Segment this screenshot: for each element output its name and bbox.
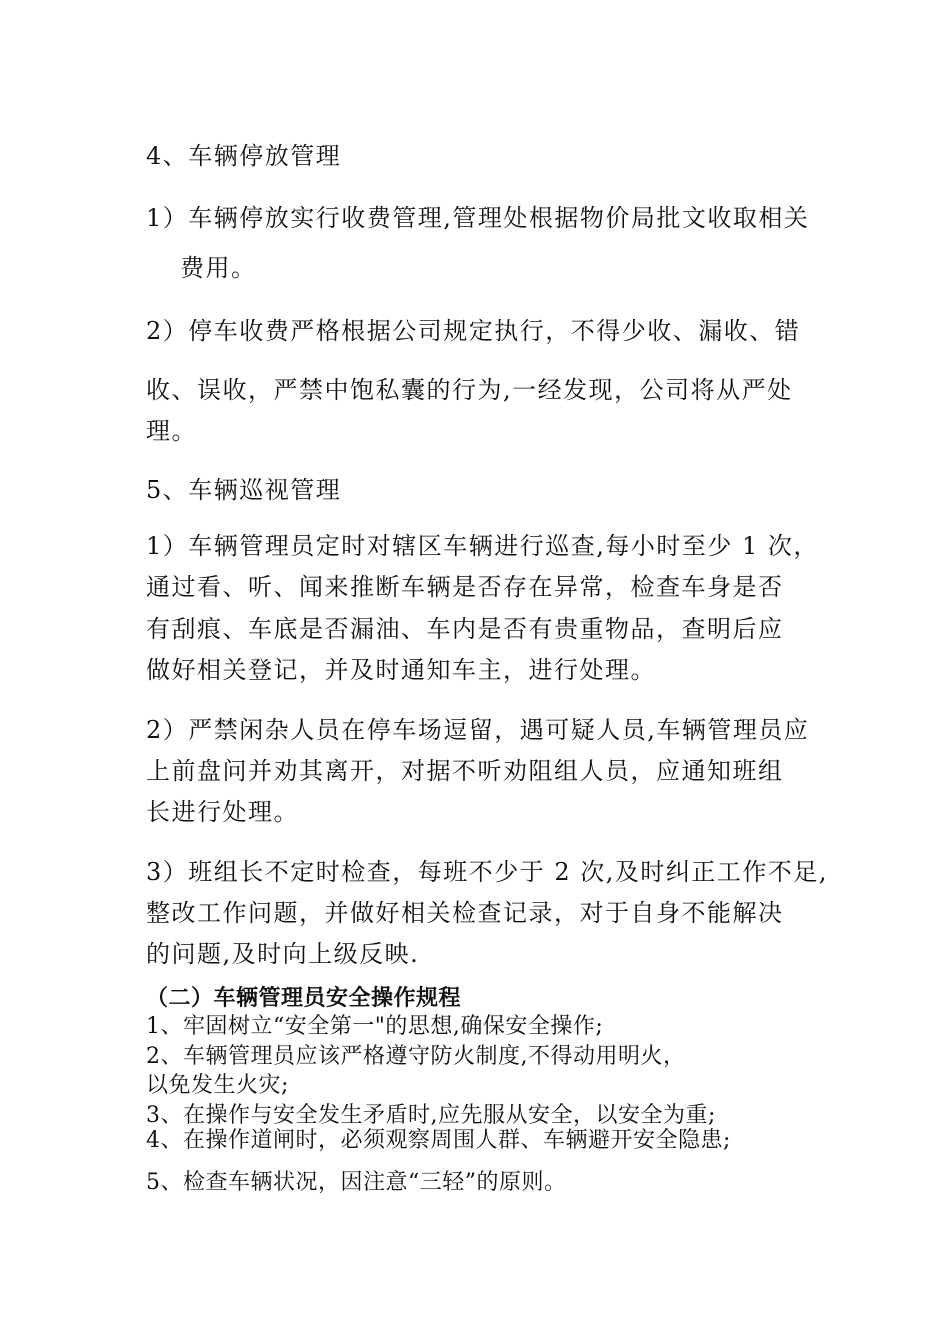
rule-item: 4、在操作道闸时，必须观察周围人群、车辆避开安全隐患; <box>146 1128 731 1153</box>
paragraph-line: 2）严禁闲杂人员在停车场逗留，遇可疑人员,车辆管理员应 <box>146 716 810 744</box>
rule-item: 1、牢固树立“安全第一"的思想,确保安全操作; <box>146 1014 604 1039</box>
rule-item: 以免发生火灾; <box>146 1073 289 1098</box>
paragraph-line: 做好相关登记，并及时通知车主，进行处理。 <box>146 656 656 684</box>
paragraph-line: 有刮痕、车底是否漏油、车内是否有贵重物品，查明后应 <box>146 615 784 643</box>
section-heading-safety-rules: （二）车辆管理员安全操作规程 <box>146 985 462 1011</box>
paragraph-line: 1）车辆管理员定时对辖区车辆进行巡查,每小时至少 1 次， <box>146 532 819 560</box>
paragraph-line: 1）车辆停放实行收费管理,管理处根据物价局批文收取相关 <box>146 204 810 232</box>
rule-item: 2、车辆管理员应该严格遵守防火制度,不得动用明火， <box>146 1044 686 1069</box>
paragraph-line: 通过看、听、闻来推断车辆是否存在异常，检查车身是否 <box>146 573 784 601</box>
rule-item: 3、在操作与安全发生矛盾时,应先服从安全，以安全为重; <box>146 1103 716 1128</box>
paragraph-line: 上前盘问并劝其离开，对据不听劝阻组人员，应通知班组 <box>146 757 784 785</box>
section-heading-parking: 4、车辆停放管理 <box>146 142 342 170</box>
paragraph-line: 2）停车收费严格根据公司规定执行，不得少收、漏收、错 <box>146 317 801 345</box>
paragraph-line: 长进行处理。 <box>146 798 299 826</box>
paragraph-line: 3）班组长不定时检查，每班不少于 2 次,及时纠正工作不足, <box>146 858 829 886</box>
paragraph-line: 收、误收，严禁中饱私囊的行为,一经发现，公司将从严处 <box>146 376 793 404</box>
paragraph-line: 的问题,及时向上级反映. <box>146 940 420 968</box>
rule-item: 5、检查车辆状况，因注意“三轻”的原则。 <box>146 1170 567 1195</box>
paragraph-line: 整改工作问题，并做好相关检查记录，对于自身不能解决 <box>146 899 784 927</box>
paragraph-line: 费用。 <box>180 254 257 282</box>
section-heading-patrol: 5、车辆巡视管理 <box>146 476 342 504</box>
paragraph-line: 理。 <box>146 417 197 445</box>
